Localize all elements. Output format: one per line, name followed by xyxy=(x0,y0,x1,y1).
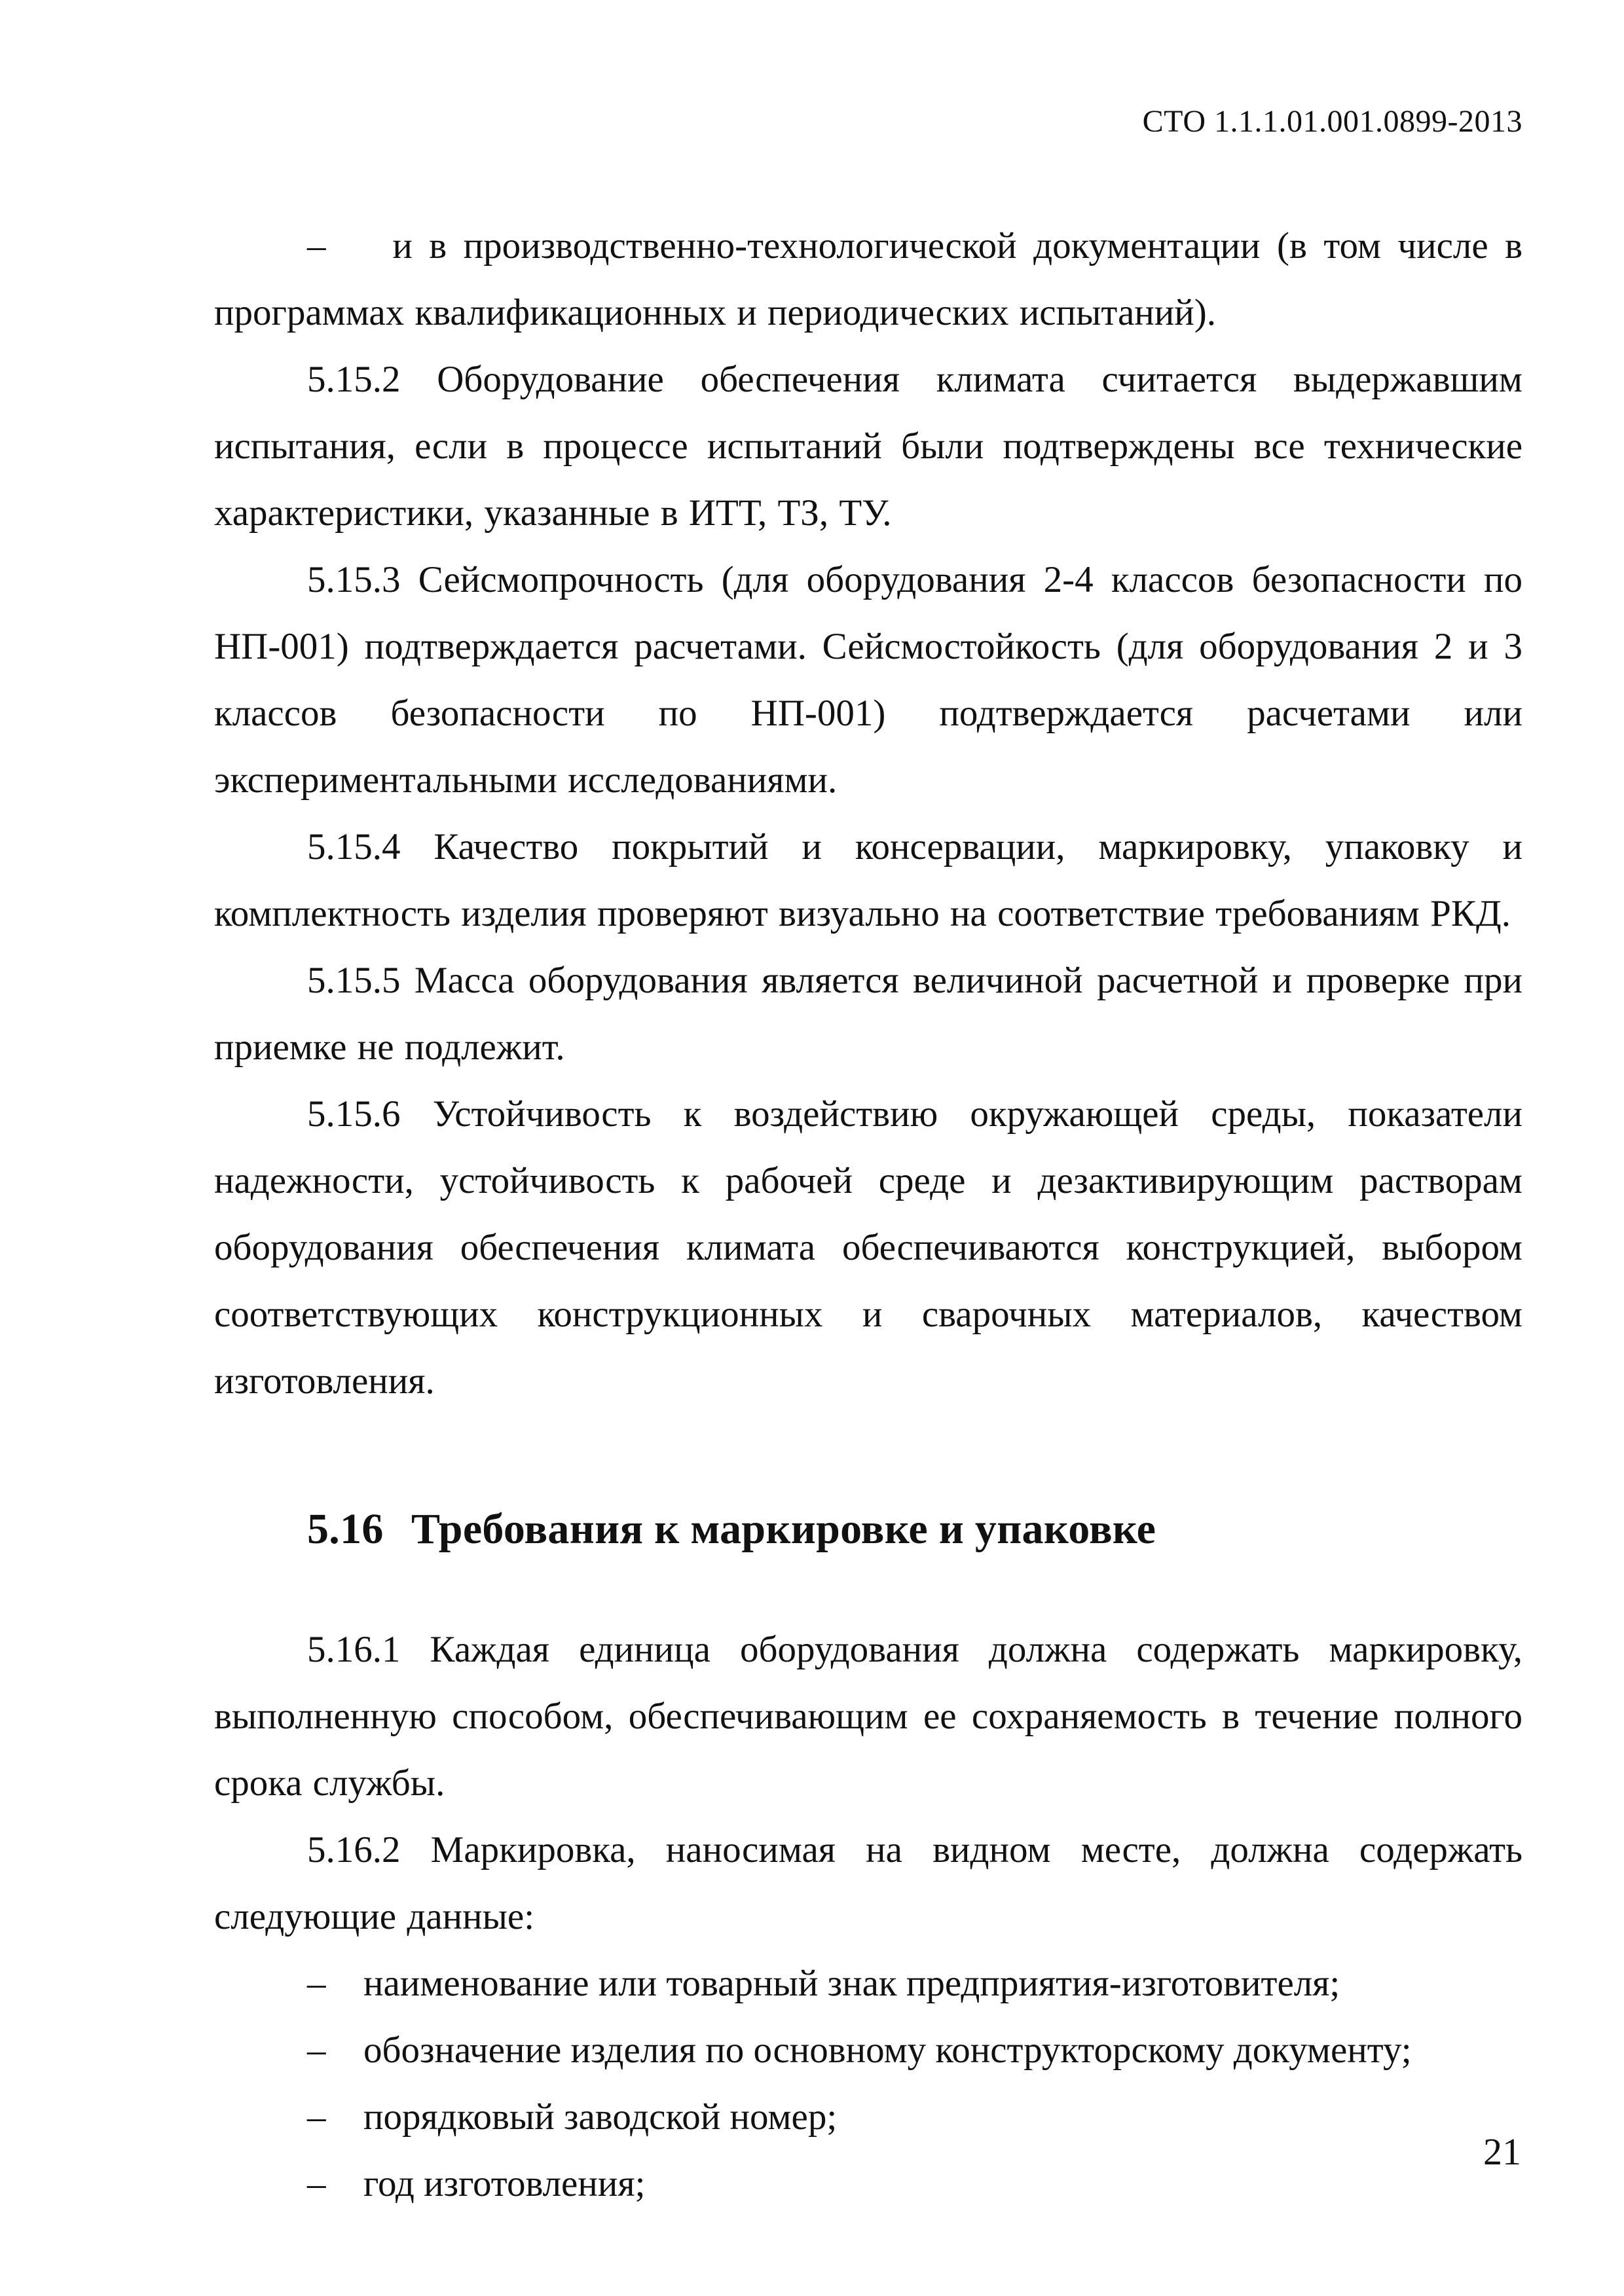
list-dash: – xyxy=(307,2096,326,2138)
paragraph-5-15-3: 5.15.3 Сейсмопрочность (для оборудования 2-4 классов безопасности по НП-001) подтверждается расчетами. Сейсмостойкость (для оборудования 2 и 3 классов безопасности по НП-001) подтверждается расчетами или экспериментальными исследованиями. xyxy=(214,559,1522,801)
paragraph-5-15-6: 5.15.6 Устойчивость к воздействию окружающей среды, показатели надежности, устойчивость к рабочей среде и дезактивирующим растворам оборудования обеспечения климата обеспечиваются конструкцией, выбором соответствующих конструкционных и сварочных материалов, качеством изготовления. xyxy=(214,1093,1522,1402)
document-code-header: СТО 1.1.1.01.001.0899-2013 xyxy=(1142,104,1522,139)
section-number: 5.16 xyxy=(307,1505,384,1553)
list-dash: – xyxy=(307,1963,326,2004)
list-item xyxy=(214,2151,1522,2217)
list-dash: – xyxy=(307,225,326,266)
list-dash: – xyxy=(307,2030,326,2071)
list-dash: – xyxy=(307,2163,326,2204)
list-item-text: наименование или товарный знак предприятия-изготовителя; xyxy=(363,1963,1340,2004)
list-item xyxy=(214,2084,1522,2151)
page-content xyxy=(214,213,1522,2217)
list-item-text: порядковый заводской номер; xyxy=(363,2096,838,2138)
list-item-text: обозначение изделия по основному конструкторскому документу; xyxy=(363,2030,1412,2071)
paragraph-5-15-4: 5.15.4 Качество покрытий и консервации, маркировку, упаковку и комплектность изделия проверяют визуально на соответствие требованиям РКД. xyxy=(214,826,1522,934)
section-title-text: Требования к маркировке и упаковке xyxy=(411,1505,1156,1553)
spacer xyxy=(214,1415,1522,1508)
spacer xyxy=(214,1551,1522,1616)
list-item-text: и в производственно-технологической документации (в том числе в программах квалификационных и периодических испытаний). xyxy=(214,225,1522,333)
list-item-continued xyxy=(214,213,1522,346)
paragraph-5-16-1: 5.16.1 Каждая единица оборудования должна содержать маркировку, выполненную способом, обеспечивающим ее сохраняемость в течение полного срока службы. xyxy=(214,1629,1522,1804)
list-item-text: год изготовления; xyxy=(363,2163,646,2204)
marking-list xyxy=(214,1950,1522,2217)
list-item xyxy=(214,1950,1522,2017)
paragraph-5-15-2: 5.15.2 Оборудование обеспечения климата считается выдержавшим испытания, если в процессе испытаний были подтверждены все технические характеристики, указанные в ИТТ, ТЗ, ТУ. xyxy=(214,359,1522,534)
list-item xyxy=(214,2017,1522,2084)
paragraph-5-15-5: 5.15.5 Масса оборудования является величиной расчетной и проверке при приемке не подлежит. xyxy=(214,960,1522,1068)
section-heading xyxy=(214,1505,1522,1553)
page-number: 21 xyxy=(1483,2130,1521,2173)
paragraph-5-16-2: 5.16.2 Маркировка, наносимая на видном месте, должна содержать следующие данные: xyxy=(214,1829,1522,1937)
